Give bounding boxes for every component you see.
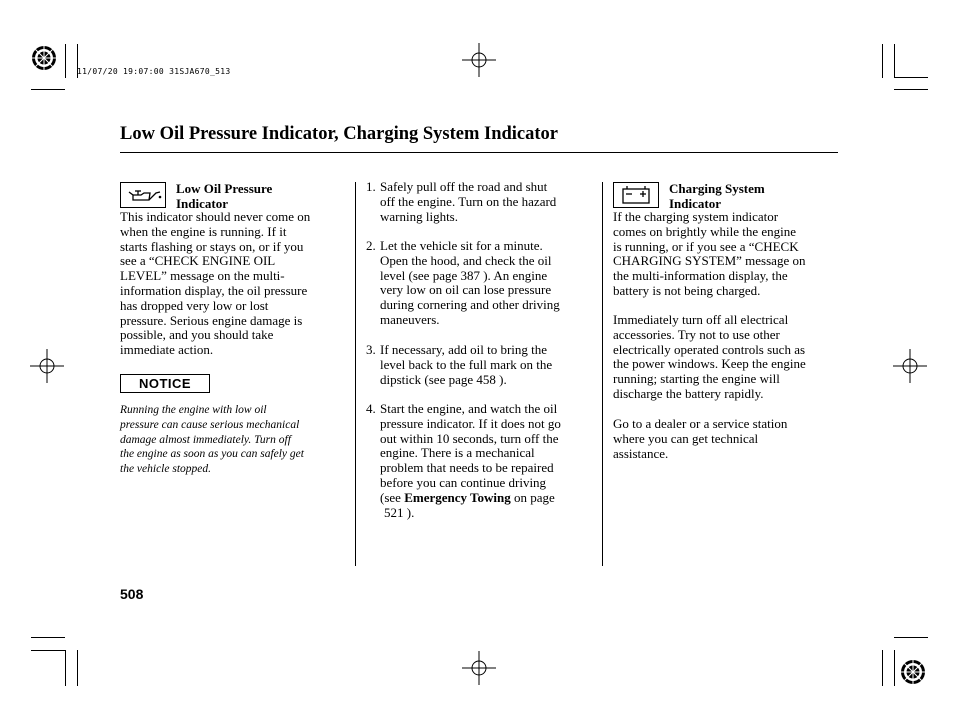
charging-paragraph-3: Go to a dealer or a service station where you can get technical assistance. — [613, 416, 788, 461]
step-number: 3. — [366, 342, 376, 357]
column-divider — [355, 182, 356, 566]
step-number: 2. — [366, 238, 376, 253]
charging-system-heading: Charging System Indicator — [669, 181, 765, 211]
registration-target-icon — [901, 660, 925, 684]
registration-target-icon — [32, 46, 56, 70]
column-divider — [602, 182, 603, 566]
notice-text: Running the engine with low oil pressure can cause serious mechanical damage almost immediately. Turn off the engine as soon as you can safely get the vehicle stopped. — [120, 404, 304, 476]
oil-pressure-heading: Low Oil Pressure Indicator — [176, 181, 273, 211]
see-reference: (see Emergency Towing on page — [380, 489, 555, 505]
step-4: 4. Start the engine, and watch the oil pressure indicator. If it does not go out within 10 seconds, turn off the engine. There is a mechanical problem that needs to be repaired before you can continue driving (see Emergency Towing on page 521 ). — [366, 401, 561, 520]
step-number: 1. — [366, 179, 376, 194]
title-rule — [120, 152, 838, 153]
page-number: 508 — [120, 586, 144, 602]
oil-can-icon — [121, 183, 165, 207]
charging-paragraph-2: Immediately turn off all electrical accessories. Try not to use other electrically operated controls such as the power windows. Keep the engine running; starting the engine will discharge the battery rapidly. — [613, 312, 806, 401]
page-title: Low Oil Pressure Indicator, Charging System Indicator — [120, 124, 559, 144]
notice-badge: NOTICE — [120, 374, 210, 393]
step-2: 2. Let the vehicle sit for a minute. Open the hood, and check the oil level (see page 387 ). An engine very low on oil can lose pressure during cornering and other driving maneuvers. — [366, 238, 560, 327]
step-3: 3. If necessary, add oil to bring the level back to the full mark on the dipstick (see page 458 ). — [366, 342, 553, 387]
step-1: 1. Safely pull off the road and shut off the engine. Turn on the hazard warning lights. — [366, 179, 557, 224]
oil-pressure-description: This indicator should never come on when the engine is running. If it starts flashing or stays on, or if you see a “CHECK ENGINE OIL LEVEL” message on the multi- information display, the oil pressure has dropped very low or lost pressure. Serious engine damage is possible, and you should take immediate action. — [120, 209, 311, 358]
battery-icon — [614, 183, 658, 207]
charging-indicator-box — [613, 182, 659, 208]
oil-pressure-indicator-box — [120, 182, 166, 208]
emergency-towing-link[interactable]: Emergency Towing — [404, 489, 511, 505]
print-stamp: 11/07/20 19:07:00 31SJA670_513 — [77, 67, 231, 76]
charging-paragraph-1: If the charging system indicator comes on brightly while the engine is running, or if you see a “CHECK CHARGING SYSTEM” message on the multi-information display, the battery is not being charged. — [613, 209, 806, 298]
step-number: 4. — [366, 401, 376, 416]
